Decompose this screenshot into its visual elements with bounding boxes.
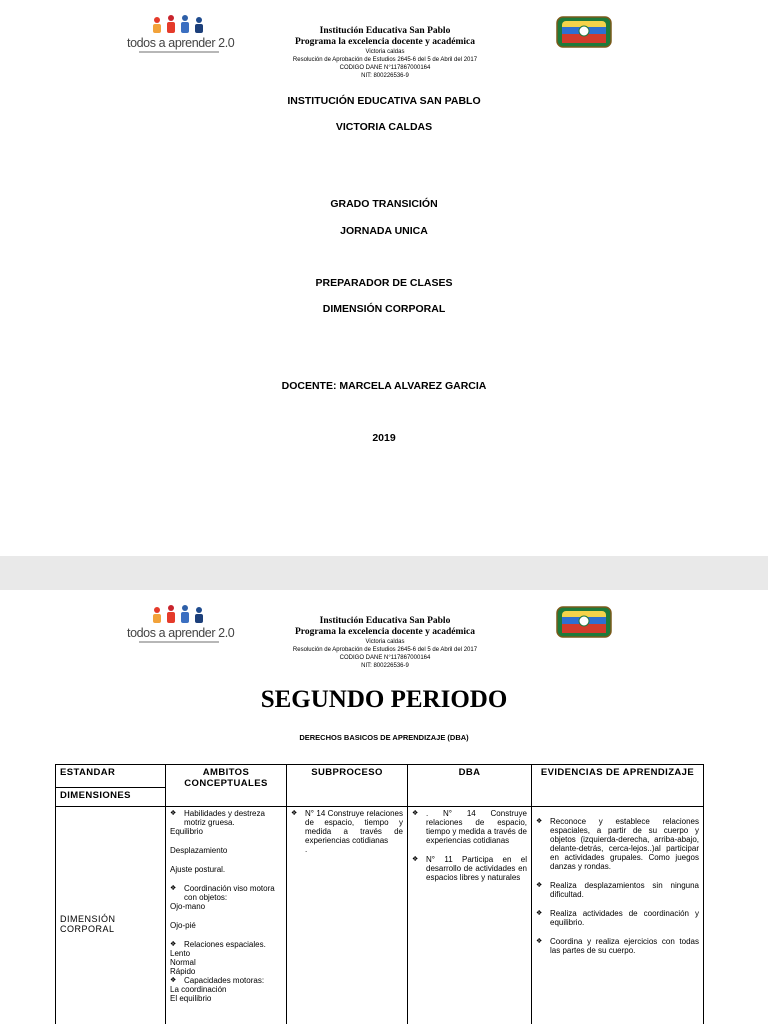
list-item: ❖ Realiza desplazamientos sin ninguna dificultad. bbox=[536, 881, 699, 899]
header-dimensiones: DIMENSIONES bbox=[56, 788, 166, 807]
dane-code: CODIGO DANE N°117867000164 bbox=[339, 655, 431, 661]
dane-code: CODIGO DANE N°117867000164 bbox=[339, 65, 431, 71]
nit: NIT: 800226536-9 bbox=[361, 73, 409, 79]
dba-subtitle: DERECHOS BASICOS DE APRENDIZAJE (DBA) bbox=[299, 733, 469, 742]
cover-year: 2019 bbox=[372, 432, 396, 444]
evidencias-cell bbox=[532, 807, 704, 1024]
list-item: El equilibrio bbox=[170, 994, 212, 1003]
logo-text: todos a aprender 2.0 bbox=[127, 36, 235, 50]
todos-a-aprender-logo bbox=[127, 14, 235, 54]
cover-city: VICTORIA CALDAS bbox=[335, 121, 433, 133]
school-shield-logo bbox=[556, 16, 612, 48]
list-item: ❖ Capacidades motoras: bbox=[170, 976, 282, 985]
program-name: Programa la excelencia docente y académica bbox=[294, 37, 475, 47]
cover-teacher: DOCENTE: MARCELA ALVAREZ GARCIA bbox=[281, 380, 487, 392]
institution-header bbox=[260, 616, 510, 670]
list-item: ❖ N° 11 Participa en el desarrollo de actividades en espacios libres y naturales bbox=[412, 855, 527, 882]
list-item: ❖ Habilidades y destreza motriz gruesa. bbox=[170, 809, 282, 827]
children-figures-icon bbox=[149, 14, 207, 36]
list-item: ❖ Relaciones espaciales. bbox=[170, 940, 282, 949]
school-shield-logo bbox=[556, 606, 612, 638]
todos-a-aprender-logo bbox=[127, 604, 235, 644]
city: Victoria caldas bbox=[365, 49, 405, 55]
subproceso-cell bbox=[287, 807, 408, 1024]
ambitos-cell bbox=[166, 807, 287, 1024]
header-estandar: ESTANDAR bbox=[56, 765, 166, 788]
list-item: Normal bbox=[170, 958, 196, 967]
logo-tagline bbox=[139, 641, 219, 643]
list-item: Lento bbox=[170, 949, 191, 958]
resolution: Resolución de Aprobación de Estudios 2645-6 del 5 de Abril del 2017 bbox=[292, 647, 478, 653]
list-item: Equilibrio bbox=[170, 827, 203, 836]
cover-dimension: DIMENSIÓN CORPORAL bbox=[322, 303, 446, 315]
list-item: ❖ Reconoce y establece relaciones espaciales, a partir de su cuerpo y objetos (izquierda-derecha, arriba-abajo, delante-detrás, cerca-lejos..)al participar en actividades grupales. Como juegos danzas y rondas. bbox=[536, 817, 699, 871]
list-item: ❖ N° 14 Construye relaciones de espacio, tiempo y medida a través de experiencias cotidianas bbox=[291, 809, 403, 845]
list-item: . bbox=[305, 845, 308, 854]
list-item: ❖ Realiza actividades de coordinación y equilibrio. bbox=[536, 909, 699, 927]
list-item: ❖ Coordina y realiza ejercicios con todas las partes de su cuerpo. bbox=[536, 937, 699, 955]
children-figures-icon bbox=[149, 604, 207, 626]
header-dba: DBA bbox=[408, 765, 532, 807]
lesson-table bbox=[55, 764, 704, 1024]
logo-tagline bbox=[139, 51, 219, 53]
resolution: Resolución de Aprobación de Estudios 2645-6 del 5 de Abril del 2017 bbox=[292, 57, 478, 63]
dba-cell bbox=[408, 807, 532, 1024]
logo-text: todos a aprender 2.0 bbox=[127, 626, 235, 640]
cover-institution: INSTITUCIÓN EDUCATIVA SAN PABLO bbox=[287, 95, 481, 107]
institution-name: Institución Educativa San Pablo bbox=[319, 26, 451, 36]
list-item: La coordinación bbox=[170, 985, 227, 994]
header-evidencias: EVIDENCIAS DE APRENDIZAJE bbox=[532, 765, 704, 807]
cover-plan: PREPARADOR DE CLASES bbox=[315, 277, 453, 289]
header-ambitos: AMBITOS CONCEPTUALES bbox=[166, 765, 287, 807]
institution-header bbox=[260, 26, 510, 80]
period-title: SEGUNDO PERIODO bbox=[260, 686, 508, 713]
nit: NIT: 800226536-9 bbox=[361, 663, 409, 669]
header-subproceso: SUBPROCESO bbox=[287, 765, 408, 807]
list-item: Ojo-pié bbox=[170, 921, 196, 930]
table-header-row bbox=[56, 765, 704, 788]
list-item: ❖ . N° 14 Construye relaciones de espacio, tiempo y medida a través de experiencias cotidianas bbox=[412, 809, 527, 845]
table-row bbox=[56, 807, 704, 1024]
list-item: Desplazamiento bbox=[170, 846, 228, 855]
list-item: Ajuste postural. bbox=[170, 865, 226, 874]
list-item: ❖ Coordinación viso motora con objetos: bbox=[170, 884, 282, 902]
cover-shift: JORNADA UNICA bbox=[340, 225, 428, 237]
city: Victoria caldas bbox=[365, 639, 405, 645]
institution-name: Institución Educativa San Pablo bbox=[319, 616, 451, 626]
list-item: Rápido bbox=[170, 967, 196, 976]
dimension-cell: DIMENSIÓN CORPORAL bbox=[56, 807, 166, 1024]
list-item: Ojo-mano bbox=[170, 902, 206, 911]
cover-grade: GRADO TRANSICIÓN bbox=[330, 198, 438, 210]
program-name: Programa la excelencia docente y académica bbox=[294, 627, 475, 637]
lesson-page bbox=[0, 590, 768, 1024]
